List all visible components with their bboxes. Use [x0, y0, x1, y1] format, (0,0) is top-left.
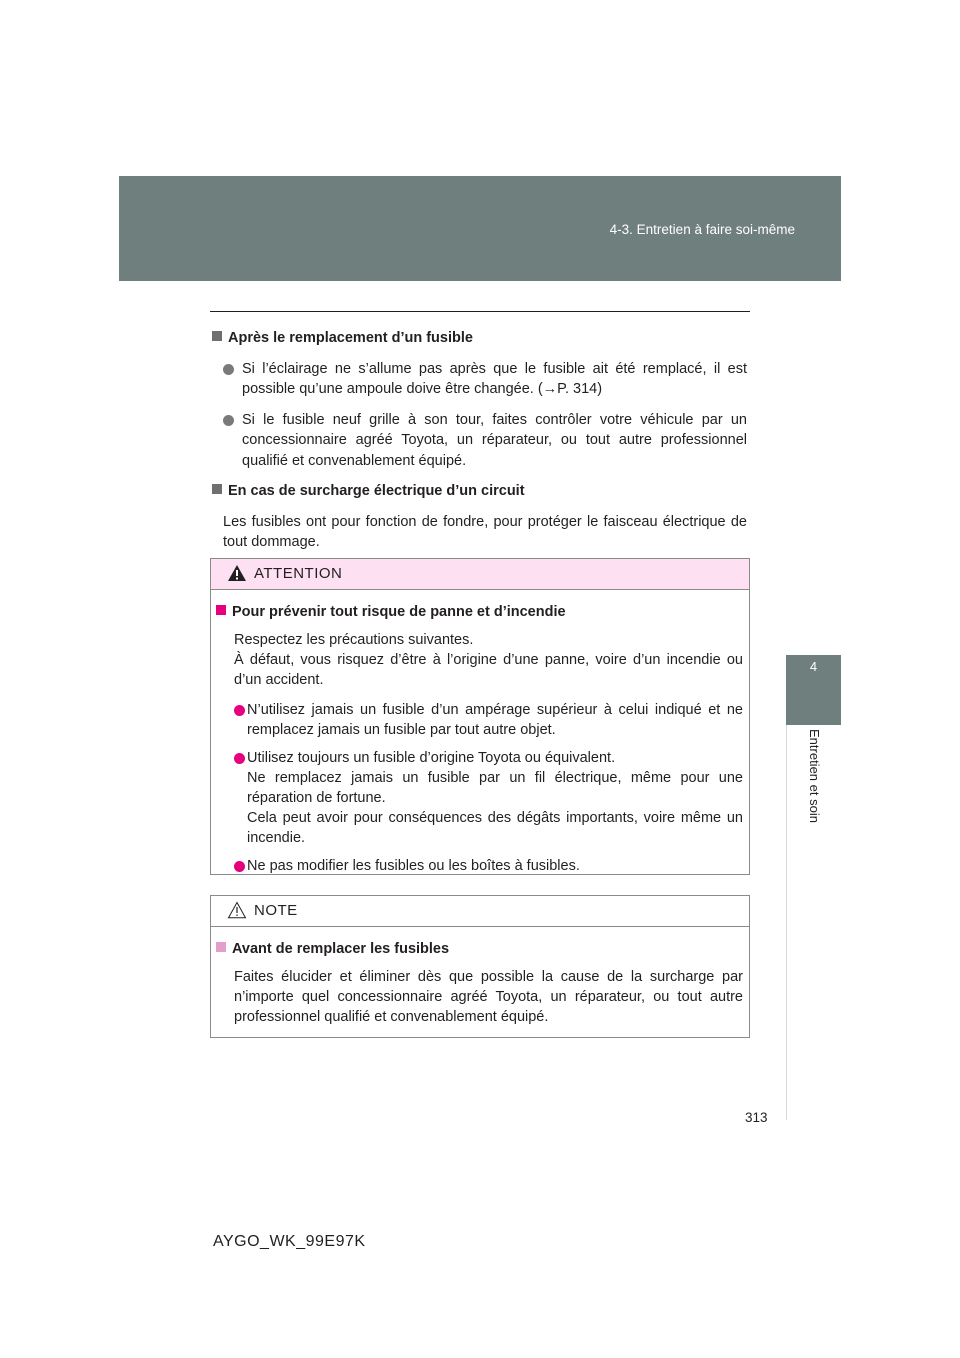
page-number: 313: [745, 1110, 768, 1125]
warning-icon: [227, 564, 247, 582]
paragraph: Les fusibles ont pour fonction de fondre, pour protéger le faisceau électrique de tout dommage.: [223, 513, 747, 550]
list-item: Si l’éclairage ne s’allume pas après que le fusible ait été remplacé, il est possible qu’une ampoule doive être changée. (→P. 314): [212, 359, 747, 400]
paragraph: Respectez les précautions suivantes. À défaut, vous risquez d’être à l’origine d’une panne, voire d’un incendie ou d’un accident.: [234, 632, 743, 688]
top-rule: [210, 311, 750, 312]
round-bullet-icon: [234, 861, 245, 872]
list-item: Utilisez toujours un fusible d’origine Toyota ou équivalent. Ne remplacez jamais un fusible par un fil électrique, même pour une réparation de fortune. Cela peut avoir pour conséquences des dégâts importants, voire même un incendie.: [216, 748, 743, 848]
round-bullet-icon: [223, 364, 234, 375]
section-heading: En cas de surcharge électrique d’un circuit: [212, 481, 747, 502]
chapter-tab-number: 4: [786, 655, 841, 725]
attention-heading: Pour prévenir tout risque de panne et d’incendie: [216, 602, 743, 622]
paragraph: Faites élucider et éliminer dès que possible la cause de la surcharge par n’importe quel concessionnaire agréé Toyota, un réparateur, ou tout autre professionnel qualifié et convenablement équipé.: [234, 969, 743, 1025]
list-item: N’utilisez jamais un fusible d’un ampérage supérieur à celui indiqué et ne remplacez jamais un fusible par tout autre objet.: [216, 700, 743, 740]
square-bullet-icon: [212, 484, 222, 494]
note-label: NOTE: [254, 902, 298, 919]
attention-body: [211, 590, 749, 894]
attention-box: [210, 558, 750, 875]
square-bullet-icon: [212, 331, 222, 341]
round-bullet-icon: [234, 753, 245, 764]
attention-title-bar: [211, 559, 749, 590]
section-title: 4-3. Entretien à faire soi-même: [609, 222, 795, 237]
caution-icon: [227, 901, 247, 919]
chapter-tab-label: Entretien et soin: [807, 729, 822, 823]
document-id: AYGO_WK_99E97K: [213, 1233, 366, 1250]
chapter-tab: [786, 725, 842, 1120]
main-content: [212, 328, 747, 563]
section-heading: Après le remplacement d’un fusible: [212, 328, 747, 349]
attention-label: ATTENTION: [254, 565, 343, 582]
square-bullet-icon: [216, 942, 226, 952]
note-box: [210, 895, 750, 1038]
round-bullet-icon: [234, 705, 245, 716]
square-bullet-icon: [216, 605, 226, 615]
note-title-bar: [211, 896, 749, 927]
note-body: [211, 927, 749, 1045]
list-item: Si le fusible neuf grille à son tour, faites contrôler votre véhicule par un concessionnaire agréé Toyota, un réparateur, ou tout autre professionnel qualifié et convenablement équipé.: [212, 410, 747, 472]
round-bullet-icon: [223, 415, 234, 426]
list-item: Ne pas modifier les fusibles ou les boîtes à fusibles.: [216, 856, 743, 876]
header-band: [119, 176, 841, 281]
note-heading: Avant de remplacer les fusibles: [216, 939, 743, 959]
